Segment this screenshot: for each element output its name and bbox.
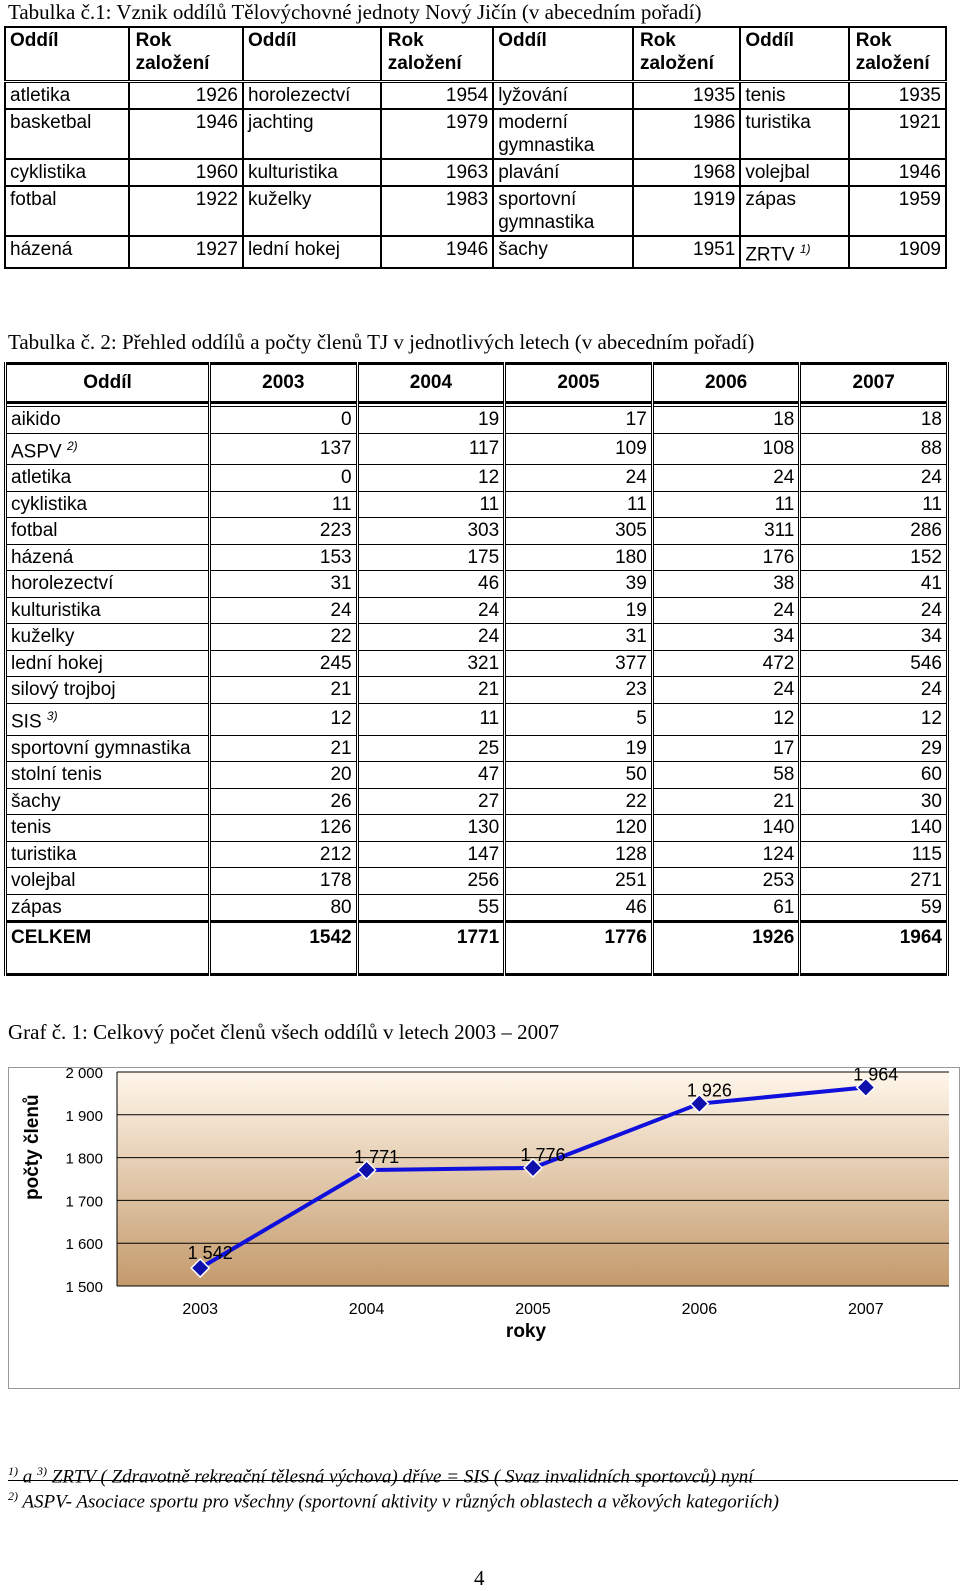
footnote-marker: 3) — [46, 708, 58, 723]
member-count: 117 — [357, 433, 505, 465]
header-year: 2007 — [800, 364, 948, 403]
footnote-1-marker-a: 1) — [8, 1464, 18, 1478]
club-name — [740, 159, 848, 186]
member-count: 11 — [505, 491, 653, 518]
member-count: 59 — [800, 894, 948, 922]
member-count: 24 — [210, 597, 358, 624]
founding-table — [4, 26, 947, 269]
club-name-text: házená — [11, 546, 74, 568]
table1-header-row — [5, 27, 946, 82]
member-count: 152 — [800, 544, 948, 571]
table-row — [5, 236, 946, 268]
member-count: 321 — [357, 650, 505, 677]
club-name-text: zápas — [11, 896, 62, 918]
club-name-text: kuželky — [11, 626, 75, 648]
table-row — [5, 109, 946, 159]
club-name — [6, 597, 210, 624]
founding-year: 1983 — [381, 186, 493, 236]
founding-year: 1946 — [381, 236, 493, 268]
y-tick-label: 2 000 — [65, 1068, 103, 1082]
club-name — [740, 82, 848, 110]
member-count: 271 — [800, 868, 948, 895]
x-tick-label: 2006 — [681, 1301, 718, 1318]
y-tick-label: 1 600 — [65, 1236, 103, 1254]
table-row — [6, 544, 948, 571]
table-row — [6, 518, 948, 545]
member-count: 109 — [505, 433, 653, 465]
club-name — [6, 762, 210, 789]
club-name-text: silový trojboj — [11, 679, 116, 701]
y-tick-label: 1 900 — [65, 1107, 103, 1125]
club-name — [6, 544, 210, 571]
member-count: 27 — [357, 788, 505, 815]
table-row — [6, 624, 948, 651]
member-count: 38 — [652, 571, 800, 598]
club-name — [243, 109, 381, 159]
x-axis-label: roky — [505, 1321, 547, 1342]
member-count: 24 — [357, 624, 505, 651]
club-name — [6, 465, 210, 492]
club-name — [6, 894, 210, 922]
footnote-2-marker: 2) — [8, 1489, 18, 1503]
club-name-text: lední hokej — [11, 652, 103, 674]
founding-year: 1935 — [633, 82, 740, 110]
member-count: 175 — [357, 544, 505, 571]
header-oddil: Oddíl — [493, 27, 633, 82]
table-row — [6, 407, 948, 434]
member-count: 46 — [505, 894, 653, 922]
member-count: 124 — [652, 841, 800, 868]
club-name-text: šachy — [498, 239, 548, 260]
member-count: 12 — [652, 703, 800, 735]
member-count: 303 — [357, 518, 505, 545]
member-count: 26 — [210, 788, 358, 815]
club-name — [6, 815, 210, 842]
member-count: 17 — [652, 735, 800, 762]
member-count: 21 — [210, 677, 358, 704]
member-count: 19 — [357, 407, 505, 434]
total-count: 1926 — [652, 922, 800, 975]
member-count: 18 — [652, 407, 800, 434]
club-name-text: volejbal — [745, 162, 810, 183]
club-name — [493, 109, 633, 159]
table2-header-row — [6, 364, 948, 403]
member-count: 31 — [505, 624, 653, 651]
x-tick-label: 2005 — [515, 1301, 551, 1318]
member-count: 80 — [210, 894, 358, 922]
club-name — [243, 186, 381, 236]
member-count: 47 — [357, 762, 505, 789]
member-count: 126 — [210, 815, 358, 842]
table-row — [6, 571, 948, 598]
footnote-marker: 2) — [66, 438, 78, 453]
founding-year: 1946 — [849, 159, 946, 186]
founding-year: 1954 — [381, 82, 493, 110]
data-label: 1 926 — [686, 1080, 732, 1101]
member-count: 377 — [505, 650, 653, 677]
page-number: 4 — [474, 1566, 485, 1590]
table-row — [6, 433, 948, 465]
club-name — [6, 624, 210, 651]
member-count: 21 — [210, 735, 358, 762]
founding-year: 1946 — [129, 109, 243, 159]
founding-year: 1919 — [633, 186, 740, 236]
member-count: 58 — [652, 762, 800, 789]
founding-year: 1979 — [381, 109, 493, 159]
footnote-marker: 1) — [799, 242, 811, 256]
club-name-text: kulturistika — [11, 599, 101, 621]
founding-year: 1968 — [633, 159, 740, 186]
member-count: 0 — [210, 407, 358, 434]
member-count: 223 — [210, 518, 358, 545]
member-count: 253 — [652, 868, 800, 895]
club-name — [243, 82, 381, 110]
club-name-text: kuželky — [248, 189, 312, 210]
header-oddil: Oddíl — [6, 364, 210, 403]
total-count: 1771 — [357, 922, 505, 975]
club-name-text: moderní gymnastika — [498, 112, 595, 156]
footnote-2-text: ASPV- Asociace sportu pro všechny (sportovní aktivity v různých oblastech a věkových kategoriích) — [18, 1491, 780, 1513]
member-count: 24 — [800, 597, 948, 624]
club-name — [6, 571, 210, 598]
club-name-text: aikido — [11, 409, 61, 430]
plot-area — [117, 1072, 949, 1286]
member-count: 128 — [505, 841, 653, 868]
member-count: 120 — [505, 815, 653, 842]
table-row — [6, 841, 948, 868]
x-tick-label: 2003 — [182, 1301, 218, 1318]
table-row — [6, 703, 948, 735]
club-name — [5, 109, 129, 159]
founding-year: 1959 — [849, 186, 946, 236]
club-name-text: tenis — [745, 85, 786, 106]
table-row — [6, 677, 948, 704]
member-count: 137 — [210, 433, 358, 465]
member-count: 24 — [800, 465, 948, 492]
member-count: 12 — [357, 465, 505, 492]
club-name — [6, 518, 210, 545]
club-name-text: plavání — [498, 162, 560, 183]
table-row — [5, 159, 946, 186]
member-count: 305 — [505, 518, 653, 545]
founding-year: 1951 — [633, 236, 740, 268]
member-count: 245 — [210, 650, 358, 677]
member-count: 19 — [505, 597, 653, 624]
member-count: 21 — [652, 788, 800, 815]
member-count: 140 — [800, 815, 948, 842]
header-rok-zalozeni: Rok založení — [849, 27, 946, 82]
table-row — [6, 597, 948, 624]
club-name-text: turistika — [745, 112, 811, 133]
header-year: 2006 — [652, 364, 800, 403]
member-count: 286 — [800, 518, 948, 545]
founding-year: 1963 — [381, 159, 493, 186]
member-count: 50 — [505, 762, 653, 789]
footnote-2 — [8, 1489, 779, 1513]
club-name-text: cyklistika — [10, 162, 87, 183]
member-count: 61 — [652, 894, 800, 922]
founding-year: 1926 — [129, 82, 243, 110]
member-count: 31 — [210, 571, 358, 598]
member-count: 311 — [652, 518, 800, 545]
member-count: 29 — [800, 735, 948, 762]
data-label: 1 771 — [354, 1147, 400, 1168]
total-label: CELKEM — [6, 922, 210, 975]
member-count: 22 — [210, 624, 358, 651]
club-name-text: lední hokej — [248, 239, 340, 260]
club-name-text: atletika — [10, 85, 71, 106]
table-row — [6, 650, 948, 677]
club-name — [5, 186, 129, 236]
club-name — [6, 735, 210, 762]
member-count: 19 — [505, 735, 653, 762]
club-name-text: kulturistika — [248, 162, 338, 183]
member-count: 88 — [800, 433, 948, 465]
club-name — [740, 186, 848, 236]
member-count: 12 — [210, 703, 358, 735]
y-tick-label: 1 700 — [65, 1193, 103, 1211]
members-table — [4, 362, 949, 976]
member-count: 115 — [800, 841, 948, 868]
header-rok-zalozeni: Rok založení — [381, 27, 493, 82]
club-name — [6, 491, 210, 518]
club-name-text: basketbal — [10, 112, 92, 133]
member-count: 34 — [800, 624, 948, 651]
club-name — [6, 868, 210, 895]
club-name-text: cyklistika — [11, 493, 88, 515]
founding-year: 1909 — [849, 236, 946, 268]
member-count: 18 — [800, 407, 948, 434]
club-name-text: jachting — [248, 112, 314, 133]
club-name — [5, 82, 129, 110]
y-tick-label: 1 800 — [65, 1150, 103, 1168]
club-name — [6, 841, 210, 868]
footnote-1-marker-b: 3) — [37, 1464, 47, 1478]
footnote-1-mid: a — [18, 1466, 37, 1488]
table-row — [5, 186, 946, 236]
member-count: 256 — [357, 868, 505, 895]
member-count: 34 — [652, 624, 800, 651]
club-name — [6, 703, 210, 735]
club-name-text: volejbal — [11, 870, 76, 892]
total-row — [6, 922, 948, 975]
member-count: 11 — [357, 703, 505, 735]
club-name — [740, 109, 848, 159]
member-count: 178 — [210, 868, 358, 895]
total-count: 1776 — [505, 922, 653, 975]
table-row — [6, 894, 948, 922]
club-name-text: fotbal — [11, 520, 58, 542]
club-name — [740, 236, 848, 268]
line-chart — [9, 1068, 959, 1388]
table2-caption: Tabulka č. 2: Přehled oddílů a počty členů TJ v jednotlivých letech (v abecedním pořadí) — [8, 330, 755, 354]
member-count: 22 — [505, 788, 653, 815]
data-label: 1 964 — [853, 1068, 899, 1085]
founding-year: 1922 — [129, 186, 243, 236]
data-label: 1 776 — [520, 1144, 566, 1165]
member-count: 11 — [210, 491, 358, 518]
member-count: 153 — [210, 544, 358, 571]
header-rok-zalozeni: Rok založení — [633, 27, 740, 82]
club-name-text: fotbal — [10, 189, 57, 210]
member-count: 546 — [800, 650, 948, 677]
club-name — [6, 433, 210, 465]
club-name — [6, 788, 210, 815]
footnote-1 — [8, 1464, 754, 1488]
club-name — [493, 82, 633, 110]
member-count: 20 — [210, 762, 358, 789]
member-count: 140 — [652, 815, 800, 842]
club-name-text: SIS — [11, 711, 42, 733]
founding-year: 1986 — [633, 109, 740, 159]
club-name-text: házená — [10, 239, 73, 260]
data-label: 1 542 — [187, 1243, 233, 1264]
header-rok-zalozeni: Rok založení — [129, 27, 243, 82]
member-count: 46 — [357, 571, 505, 598]
chart-frame — [8, 1067, 960, 1389]
header-year: 2003 — [210, 364, 358, 403]
club-name-text: lyžování — [498, 85, 568, 106]
member-count: 24 — [652, 677, 800, 704]
member-count: 30 — [800, 788, 948, 815]
y-tick-label: 1 500 — [65, 1279, 103, 1296]
member-count: 24 — [800, 677, 948, 704]
founding-year: 1921 — [849, 109, 946, 159]
member-count: 11 — [652, 491, 800, 518]
table-row — [6, 735, 948, 762]
member-count: 60 — [800, 762, 948, 789]
chart-y-axis-label: počty členů — [22, 1094, 43, 1200]
founding-year: 1960 — [129, 159, 243, 186]
founding-year: 1935 — [849, 82, 946, 110]
header-year: 2004 — [357, 364, 505, 403]
member-count: 176 — [652, 544, 800, 571]
club-name — [243, 159, 381, 186]
club-name-text: zápas — [745, 189, 797, 210]
table-row — [6, 788, 948, 815]
table-row — [6, 868, 948, 895]
member-count: 39 — [505, 571, 653, 598]
member-count: 24 — [652, 465, 800, 492]
club-name — [6, 677, 210, 704]
club-name — [5, 159, 129, 186]
member-count: 251 — [505, 868, 653, 895]
founding-year: 1927 — [129, 236, 243, 268]
x-tick-label: 2007 — [848, 1301, 884, 1318]
header-oddil: Oddíl — [740, 27, 848, 82]
member-count: 24 — [505, 465, 653, 492]
member-count: 212 — [210, 841, 358, 868]
club-name — [493, 186, 633, 236]
member-count: 0 — [210, 465, 358, 492]
member-count: 130 — [357, 815, 505, 842]
member-count: 21 — [357, 677, 505, 704]
table-row — [5, 82, 946, 110]
club-name — [243, 236, 381, 268]
member-count: 55 — [357, 894, 505, 922]
table-row — [6, 815, 948, 842]
chart-caption: Graf č. 1: Celkový počet členů všech oddílů v letech 2003 – 2007 — [8, 1020, 560, 1044]
club-name-text: sportovní gymnastika — [11, 737, 191, 759]
club-name-text: turistika — [11, 843, 77, 865]
total-count: 1542 — [210, 922, 358, 975]
header-year: 2005 — [505, 364, 653, 403]
total-count: 1964 — [800, 922, 948, 975]
x-tick-label: 2004 — [348, 1301, 385, 1318]
header-oddil: Oddíl — [5, 27, 129, 82]
member-count: 180 — [505, 544, 653, 571]
member-count: 5 — [505, 703, 653, 735]
club-name-text: horolezectví — [11, 573, 114, 595]
club-name-text: horolezectví — [248, 85, 351, 106]
member-count: 147 — [357, 841, 505, 868]
club-name-text: atletika — [11, 467, 72, 489]
member-count: 11 — [800, 491, 948, 518]
club-name-text: ASPV — [11, 440, 62, 462]
table-row — [6, 491, 948, 518]
table-row — [6, 762, 948, 789]
header-oddil: Oddíl — [243, 27, 381, 82]
club-name-text: sportovní gymnastika — [498, 189, 595, 233]
member-count: 17 — [505, 407, 653, 434]
member-count: 41 — [800, 571, 948, 598]
table1-caption: Tabulka č.1: Vznik oddílů Tělovýchovné jednoty Nový Jičín (v abecedním pořadí) — [8, 0, 702, 24]
club-name — [493, 159, 633, 186]
member-count: 24 — [357, 597, 505, 624]
member-count: 23 — [505, 677, 653, 704]
member-count: 12 — [800, 703, 948, 735]
footnote-1-text: ZRTV ( Zdravotně rekreační tělesná výchova) dříve = SIS ( Svaz invalidních sportovců) nyní — [47, 1466, 754, 1488]
member-count: 24 — [652, 597, 800, 624]
club-name-text: ZRTV — [745, 244, 795, 266]
table-row — [6, 465, 948, 492]
member-count: 472 — [652, 650, 800, 677]
club-name-text: tenis — [11, 817, 52, 839]
club-name — [5, 236, 129, 268]
club-name — [6, 650, 210, 677]
member-count: 11 — [357, 491, 505, 518]
club-name — [6, 407, 210, 434]
member-count: 25 — [357, 735, 505, 762]
club-name-text: šachy — [11, 790, 61, 812]
club-name — [493, 236, 633, 268]
club-name-text: stolní tenis — [11, 764, 102, 786]
member-count: 108 — [652, 433, 800, 465]
